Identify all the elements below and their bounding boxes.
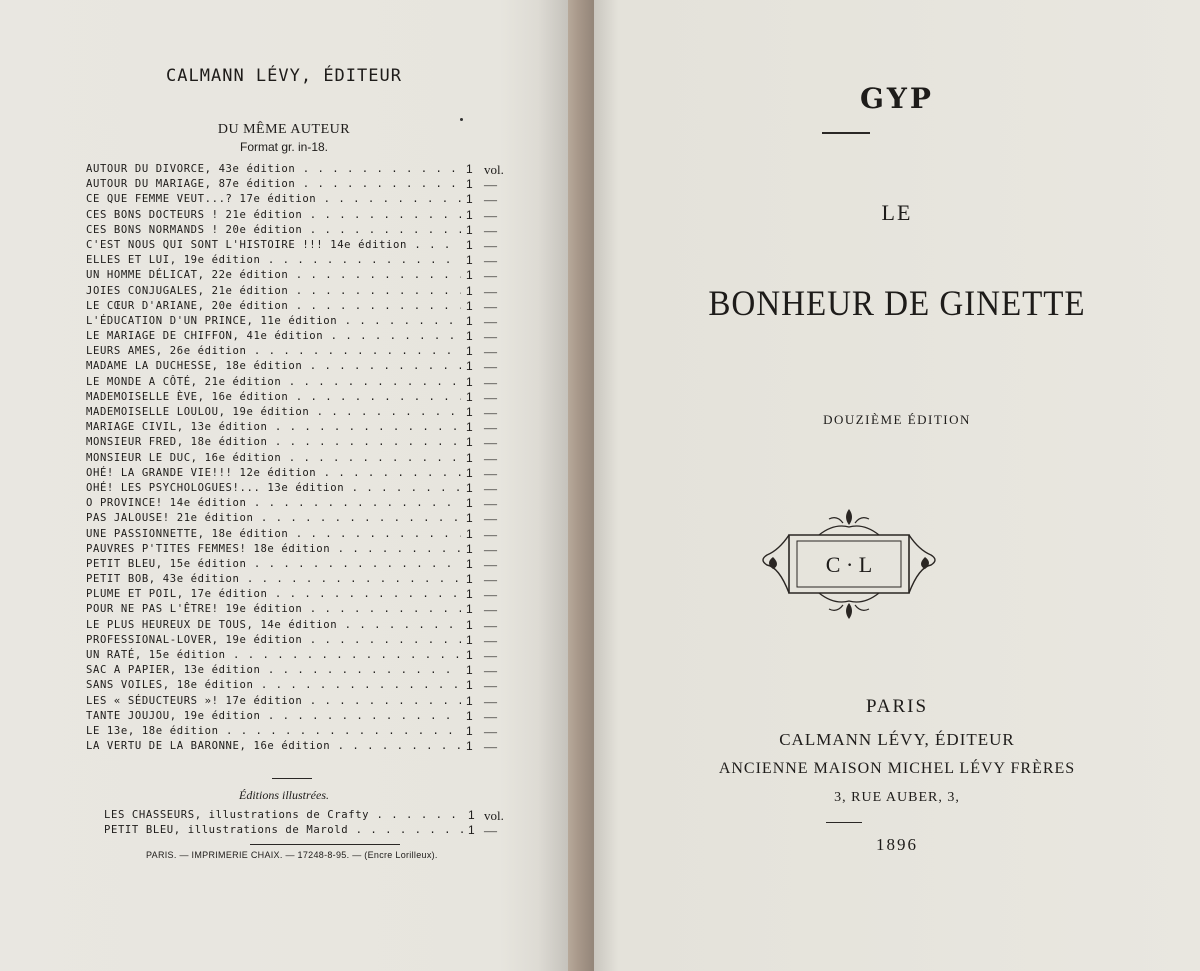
list-item: [86, 299, 516, 314]
right-page: [594, 0, 1200, 971]
book-title: MADEMOISELLE ÈVE, 16e édition . . .: [86, 390, 461, 405]
book-qty: 1: [466, 162, 473, 176]
book-qty: 1: [466, 602, 473, 617]
list-item: [86, 405, 516, 420]
book-qty: 1: [466, 344, 473, 359]
book-qty: 1: [466, 648, 473, 662]
list-item: [86, 709, 516, 724]
list-item: [86, 238, 516, 253]
list-item: [86, 435, 516, 450]
book-qty: 1: [466, 723, 473, 738]
book-title: TANTE JOUJOU, 19e édition . . .: [86, 709, 461, 724]
book-qty: 1: [466, 283, 473, 298]
book-qty: 1: [466, 632, 473, 647]
list-item: [86, 481, 516, 496]
book-title: LA VERTU DE LA BARONNE, 16e édition . . .: [86, 739, 461, 754]
list-item: [86, 466, 516, 481]
book-qty: 1: [466, 374, 473, 389]
publication-year: 1896: [876, 835, 918, 854]
book-gutter: [568, 0, 594, 971]
book-unit: —: [484, 389, 497, 405]
list-item: [86, 451, 516, 466]
book-title: AUTOUR DU MARIAGE, 87e édition . . .: [86, 177, 461, 192]
book-qty: 1: [466, 739, 473, 754]
author-rule: [822, 132, 870, 134]
book-unit: —: [484, 420, 497, 436]
book-unit: —: [484, 207, 497, 223]
book-unit: —: [484, 572, 497, 588]
list-item: [86, 420, 516, 435]
list-item: [86, 375, 516, 390]
book-unit: —: [484, 298, 497, 314]
book-qty: 1: [466, 496, 473, 511]
book-title: L'ÉDUCATION D'UN PRINCE, 11e édition . . .: [86, 314, 461, 329]
list-item: [86, 496, 516, 511]
list-item: [86, 648, 516, 663]
book-title: UN HOMME DÉLICAT, 22e édition . . .: [86, 268, 461, 283]
list-item: [86, 587, 516, 602]
book-title: MONSIEUR FRED, 18e édition . . .: [86, 435, 461, 450]
book-title: UNE PASSIONNETTE, 18e édition . . .: [86, 527, 461, 542]
book-unit: —: [484, 723, 497, 739]
book-unit: —: [484, 222, 497, 238]
list-item: [104, 823, 524, 838]
book-title: PLUME ET POIL, 17e édition . . .: [86, 587, 461, 602]
list-item: [86, 602, 516, 617]
book-unit: —: [484, 823, 497, 839]
book-qty: 1: [466, 663, 473, 678]
book-unit: —: [484, 632, 497, 648]
colophon-rule: [250, 844, 400, 845]
book-title: SANS VOILES, 18e édition . . .: [86, 678, 461, 693]
book-title: SAC A PAPIER, 13e édition . . .: [86, 663, 461, 678]
colophon: PARIS. — IMPRIMERIE CHAIX. — 17248-8-95. — (Encre Lorilleux).: [146, 850, 438, 860]
list-item: [86, 223, 516, 238]
list-item: [86, 192, 516, 207]
monogram-text: C · L: [825, 552, 873, 577]
book-title: LE 13e, 18e édition . . .: [86, 724, 461, 739]
list-item: [86, 284, 516, 299]
book-unit: —: [484, 283, 497, 299]
book-qty: 1: [466, 207, 473, 222]
book-title: O PROVINCE! 14e édition . . .: [86, 496, 461, 511]
list-item: [86, 177, 516, 192]
book-unit: vol.: [484, 162, 504, 177]
book-title: ELLES ET LUI, 19e édition . . .: [86, 253, 461, 268]
book-qty: 1: [466, 298, 473, 313]
book-qty: 1: [468, 808, 475, 822]
book-title: PETIT BLEU, 15e édition . . .: [86, 557, 461, 572]
book-title: LE MARIAGE DE CHIFFON, 41e édition . . .: [86, 329, 461, 344]
book-qty: 1: [466, 450, 473, 465]
book-title: MADEMOISELLE LOULOU, 19e édition . . .: [86, 405, 461, 420]
title-article: LE: [881, 200, 913, 225]
edition-label: DOUZIÈME ÉDITION: [823, 412, 971, 427]
book-qty: 1: [466, 617, 473, 632]
book-title: MARIAGE CIVIL, 13e édition . . .: [86, 420, 461, 435]
year-rule: [826, 822, 862, 823]
book-qty: 1: [466, 237, 473, 252]
book-title: JOIES CONJUGALES, 21e édition . . .: [86, 284, 461, 299]
book-qty: 1: [468, 823, 475, 838]
book-qty: 1: [466, 177, 473, 192]
book-title: CES BONS DOCTEURS ! 21e édition . . .: [86, 208, 461, 223]
book-unit: —: [484, 617, 497, 633]
book-qty: 1: [466, 389, 473, 404]
book-title: POUR NE PAS L'ÊTRE! 19e édition . . .: [86, 602, 461, 617]
book-qty: 1: [466, 556, 473, 571]
list-item: [86, 527, 516, 542]
book-unit: —: [484, 313, 497, 329]
book-qty: 1: [466, 435, 473, 450]
list-item: [86, 511, 516, 526]
book-unit: —: [484, 663, 497, 679]
book-qty: 1: [466, 405, 473, 419]
list-item: [86, 268, 516, 283]
book-list: [86, 162, 516, 754]
book-unit: —: [484, 374, 497, 390]
book-unit: —: [484, 405, 497, 420]
book-unit: —: [484, 739, 497, 755]
book-unit: —: [484, 556, 497, 572]
book-title: LES CHASSEURS, illustrations de Crafty . . .: [104, 808, 466, 823]
book-title: CE QUE FEMME VEUT...? 17e édition . . .: [86, 192, 461, 207]
book-unit: —: [484, 648, 497, 663]
book-title: AUTOUR DU DIVORCE, 43e édition . . .: [86, 162, 461, 177]
book-title-main: BONHEUR DE GINETTE: [708, 283, 1086, 323]
illustrated-editions-title: Éditions illustrées.: [239, 788, 329, 802]
book-unit: —: [484, 678, 497, 694]
book-qty: 1: [466, 541, 473, 556]
book-title: LE CŒUR D'ARIANE, 20e édition . . .: [86, 299, 461, 314]
book-qty: 1: [466, 572, 473, 587]
list-item: [86, 618, 516, 633]
book-unit: —: [484, 344, 497, 360]
publisher-header: CALMANN LÉVY, ÉDITEUR: [166, 66, 402, 86]
list-item: [86, 678, 516, 693]
list-item: [86, 359, 516, 374]
list-item: [86, 344, 516, 359]
book-unit: —: [484, 693, 497, 709]
book-title: PROFESSIONAL-LOVER, 19e édition . . .: [86, 633, 461, 648]
book-title: UN RATÉ, 15e édition . . .: [86, 648, 461, 663]
book-qty: 1: [466, 268, 473, 283]
book-qty: 1: [466, 526, 473, 541]
list-item: [86, 542, 516, 557]
book-title: OHÉ! LA GRANDE VIE!!! 12e édition . . .: [86, 466, 461, 481]
list-item: [86, 663, 516, 678]
book-unit: —: [484, 268, 497, 284]
list-item: [86, 572, 516, 587]
publisher: CALMANN LÉVY, ÉDITEUR: [779, 730, 1015, 749]
book-qty: 1: [466, 465, 473, 480]
book-unit: —: [484, 359, 497, 375]
book-qty: 1: [466, 708, 473, 723]
list-item: [86, 208, 516, 223]
book-unit: —: [484, 602, 497, 618]
book-qty: 1: [466, 693, 473, 708]
list-item: [86, 633, 516, 648]
book-unit: —: [484, 177, 497, 193]
book-title: PAUVRES P'TITES FEMMES! 18e édition . . .: [86, 542, 461, 557]
book-qty: 1: [466, 420, 473, 435]
book-title: OHÉ! LES PSYCHOLOGUES!... 13e édition . . .: [86, 481, 461, 496]
book-unit: —: [484, 480, 497, 496]
book-unit: —: [484, 496, 497, 512]
illustrated-list: [104, 808, 524, 838]
book-title: LEURS AMES, 26e édition . . .: [86, 344, 461, 359]
author-name: GYP: [860, 82, 934, 115]
book-title: MONSIEUR LE DUC, 16e édition . . .: [86, 451, 461, 466]
address: 3, RUE AUBER, 3,: [834, 790, 960, 805]
book-qty: 1: [466, 480, 473, 495]
book-unit: —: [484, 192, 497, 208]
ink-speck: [460, 118, 463, 121]
section-title: DU MÊME AUTEUR: [217, 122, 351, 137]
publisher-monogram-ornament: [759, 505, 939, 623]
book-unit: —: [484, 541, 497, 557]
book-unit: —: [484, 237, 497, 253]
book-qty: 1: [466, 587, 473, 602]
book-qty: 1: [466, 192, 473, 207]
list-item: [86, 724, 516, 739]
book-title: C'EST NOUS QUI SONT L'HISTOIRE !!! 14e édition . . .: [86, 238, 461, 253]
book-title: LE MONDE A CÔTÉ, 21e édition . . .: [86, 375, 461, 390]
book-title: LE PLUS HEUREUX DE TOUS, 14e édition . . .: [86, 618, 461, 633]
book-title: MADAME LA DUCHESSE, 18e édition . . .: [86, 359, 461, 374]
list-item: [86, 329, 516, 344]
book-title: CES BONS NORMANDS ! 20e édition . . .: [86, 223, 461, 238]
book-unit: vol.: [484, 808, 504, 823]
book-unit: —: [484, 253, 497, 269]
list-item: [86, 557, 516, 572]
list-item: [86, 694, 516, 709]
book-qty: 1: [466, 222, 473, 237]
book-title: PETIT BOB, 43e édition . . .: [86, 572, 461, 587]
book-unit: —: [484, 465, 497, 481]
book-unit: —: [484, 329, 497, 345]
divider-rule: [272, 778, 312, 779]
book-unit: —: [484, 587, 497, 603]
book-qty: 1: [466, 511, 473, 526]
list-item: [104, 808, 524, 823]
book-qty: 1: [466, 313, 473, 328]
book-title: PETIT BLEU, illustrations de Marold . . .: [104, 823, 466, 838]
book-unit: —: [484, 526, 497, 542]
book-title: LES « SÉDUCTEURS »! 17e édition . . .: [86, 694, 461, 709]
book-qty: 1: [466, 329, 473, 344]
book-qty: 1: [466, 678, 473, 693]
list-item: [86, 390, 516, 405]
book-unit: —: [484, 435, 497, 451]
book-unit: —: [484, 511, 497, 527]
list-item: [86, 253, 516, 268]
format-note: Format gr. in-18.: [239, 140, 329, 154]
book-qty: 1: [466, 359, 473, 374]
book-title: PAS JALOUSE! 21e édition . . .: [86, 511, 461, 526]
former-house: ANCIENNE MAISON MICHEL LÉVY FRÈRES: [718, 760, 1076, 777]
list-item: [86, 314, 516, 329]
list-item: [86, 739, 516, 754]
book-qty: 1: [466, 253, 473, 268]
book-unit: —: [484, 450, 497, 466]
city: PARIS: [865, 696, 929, 717]
book-unit: —: [484, 708, 497, 724]
list-item: [86, 162, 516, 177]
